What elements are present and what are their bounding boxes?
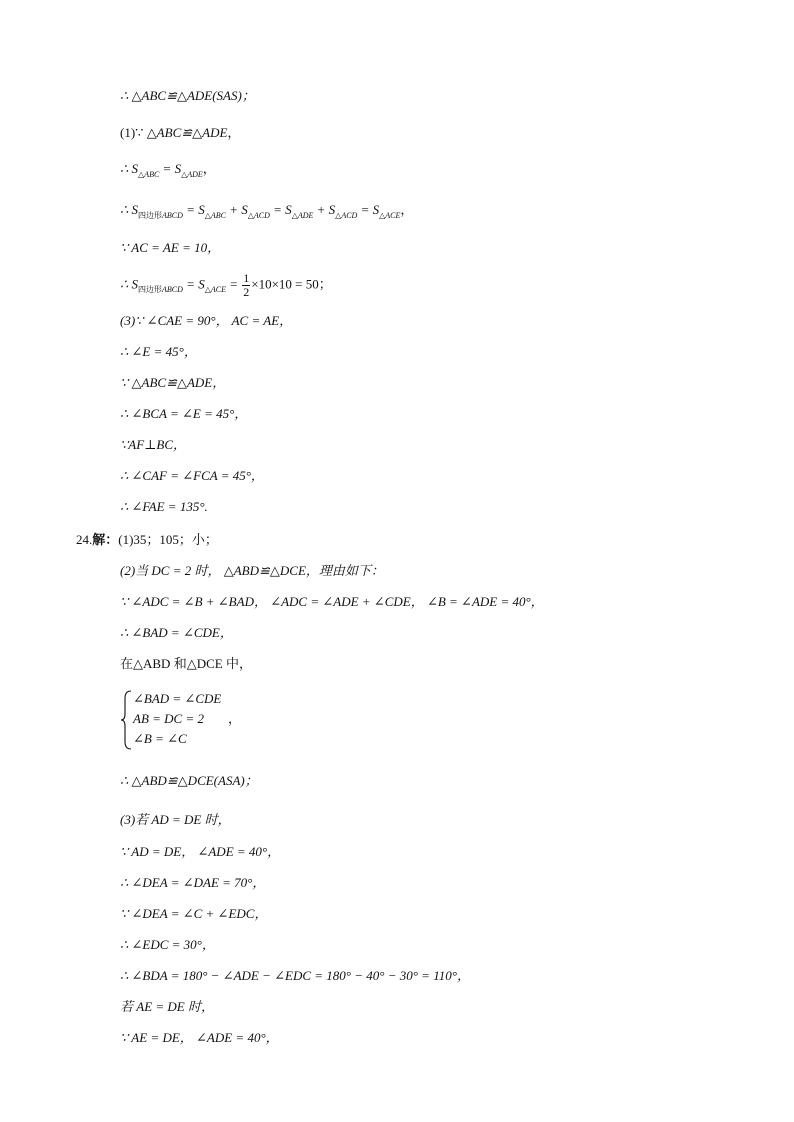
- line-ad-de: ∵ AD = DE， ∠ADE = 40°，: [120, 844, 281, 859]
- line-angle-edc: ∴ ∠EDC = 30°，: [120, 937, 215, 952]
- line-angle-caf: ∴ ∠CAF = ∠FCA = 45°，: [120, 468, 264, 483]
- line-ac-ae: ∵ AC = AE = 10，: [120, 240, 221, 255]
- line-part2-claim: (2)当 DC = 2 时， △ABD≌△DCE，理由如下：: [120, 563, 384, 578]
- line-area-result: ∴ $S_{四边形ABCD} = S_{\triangle ACE}$ = $\frac{1}{2}$ ×10×10 = 50；: [120, 271, 332, 299]
- line-part1-given: (1)∵ △ABC≌△ADE，: [120, 125, 241, 140]
- line-congruent-asa: ∴ △ABD≌△DCE(ASA)；: [120, 773, 258, 788]
- line-angle-bca: ∴ ∠BCA = ∠E = 45°，: [120, 406, 248, 421]
- line-angle-adc: ∵ ∠ADC = ∠B + ∠BAD， ∠ADC = ∠ADE + ∠CDE， ∠B = ∠ADE = 40°，: [120, 594, 544, 609]
- line-area-equal: ∴ $S_{\triangle ABC} = S_{\triangle ADE}$，: [120, 161, 216, 179]
- line-area-sum: ∴ $S_{四边形ABCD} = S_{\triangle ABC} + S_{\triangle ACD} = S_{\triangle ADE} + S_{\triangle ACD} = S_{\triangle ACE}$，: [120, 202, 414, 220]
- line-in-triangles: 在△ABD 和△DCE 中，: [120, 656, 252, 671]
- line-angle-bda: ∴ ∠BDA = 180° − ∠ADE − ∠EDC = 180° − 40° − 30° = 110°，: [120, 968, 470, 983]
- line-exterior-angle: ∵ ∠DEA = ∠C + ∠EDC，: [120, 906, 268, 921]
- system-line-1: ∠BAD = ∠CDE: [133, 691, 222, 706]
- line-angle-bad: ∴ ∠BAD = ∠CDE，: [120, 625, 233, 640]
- system-brace: [120, 690, 134, 750]
- system-line-2: AB = DC = 2 ，: [133, 711, 242, 726]
- line-congruent-sas: ∴ △ABC≌△ADE(SAS)；: [120, 88, 255, 103]
- line-perpendicular: ∵AF⊥BC，: [120, 437, 186, 452]
- line-part3-case2: 若 AE = DE 时，: [120, 999, 214, 1014]
- question-24-header: 24.解：(1)35；105；小；: [76, 532, 218, 547]
- line-angle-dea: ∴ ∠DEA = ∠DAE = 70°，: [120, 875, 266, 890]
- line-ae-de: ∵ AE = DE， ∠ADE = 40°，: [120, 1030, 279, 1045]
- line-angle-e: ∴ ∠E = 45°，: [120, 344, 197, 359]
- line-part3-case1: (3)若 AD = DE 时，: [120, 812, 231, 827]
- line-angle-fae: ∴ ∠FAE = 135°.: [120, 499, 208, 514]
- fraction-one-half: $\frac{1}{2}$: [243, 271, 250, 299]
- line-congruent-repeat: ∵ △ABC≌△ADE，: [120, 375, 226, 390]
- system-line-3: ∠B = ∠C: [133, 731, 187, 746]
- line-part3-given: (3)∵ ∠CAE = 90°， AC = AE，: [120, 313, 293, 328]
